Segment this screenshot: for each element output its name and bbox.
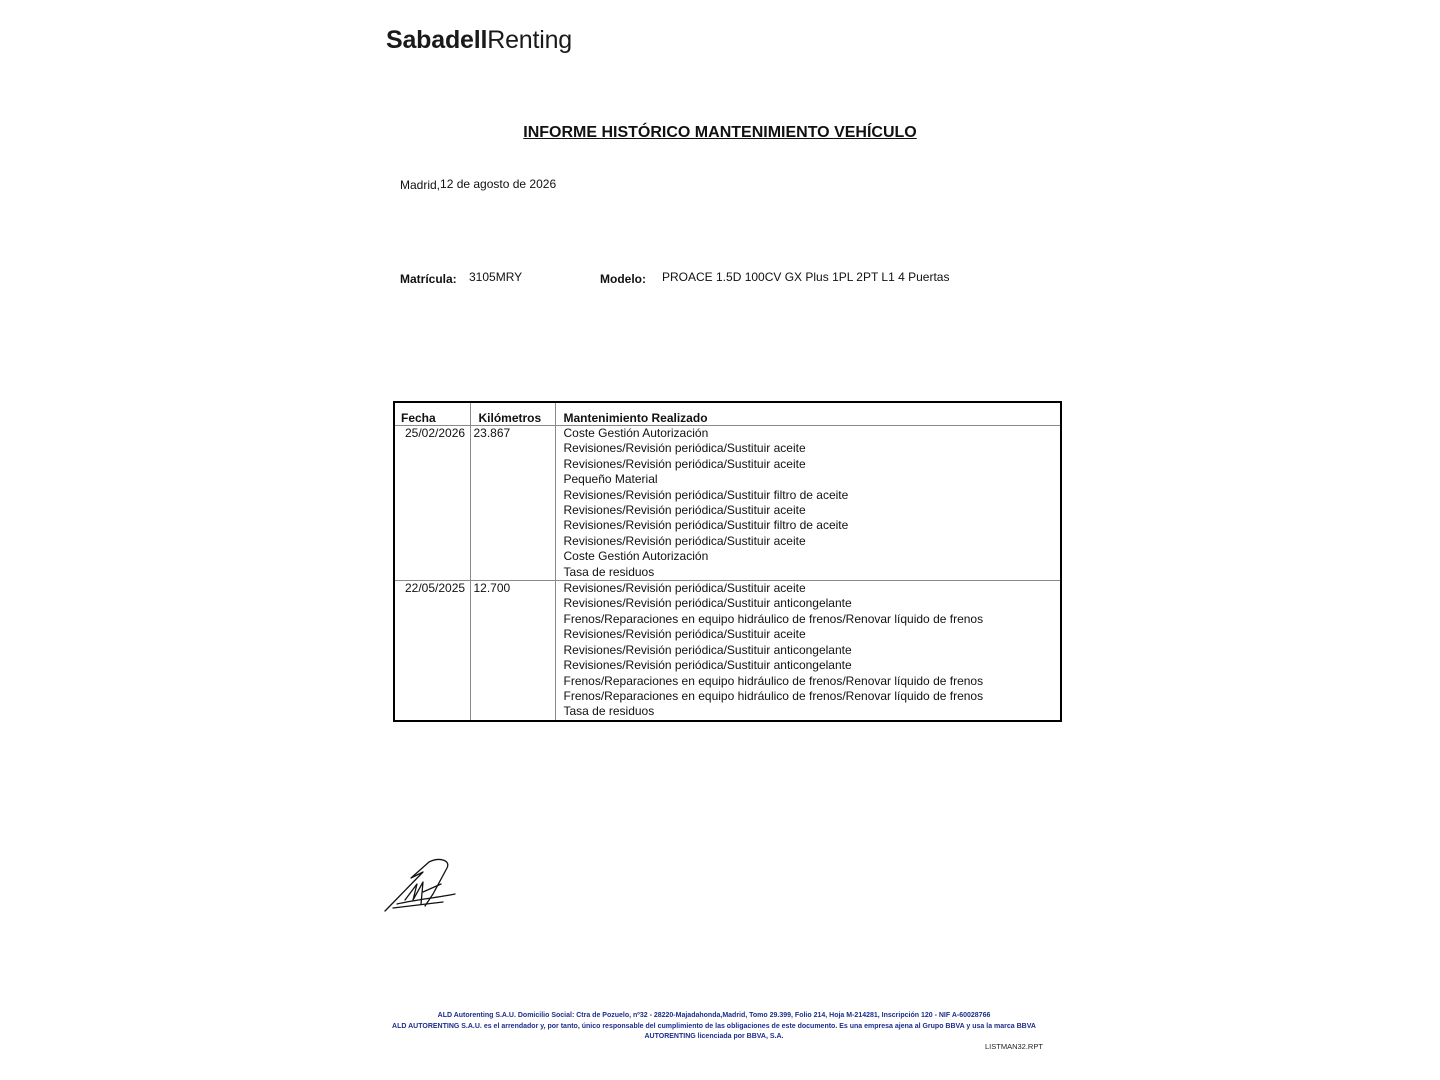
row-maintenance <box>555 581 1061 721</box>
logo-bold-text: Sabadell <box>386 26 488 54</box>
maintenance-item: Revisiones/Revisión periódica/Sustituir aceite <box>563 441 806 456</box>
row-date: 25/02/2026 <box>394 426 470 581</box>
header-km: Kilómetros <box>470 402 555 426</box>
maintenance-item: Coste Gestión Autorización <box>563 549 709 564</box>
legal-footer <box>384 1011 1044 1043</box>
row-date: 22/05/2025 <box>405 581 466 596</box>
footer-line-2: ALD AUTORENTING S.A.U. es el arrendador y, por tanto, único responsable del cumplimiento de las obligaciones de este documento. Es una empresa ajena al Grupo BBVA y usa la marca BBVA <box>392 1022 1036 1030</box>
maintenance-item: Revisiones/Revisión periódica/Sustituir anticongelante <box>563 596 852 611</box>
maintenance-item: Coste Gestión Autorización <box>563 426 709 440</box>
footer-line-1: ALD Autorenting S.A.U. Domicilio Social: Ctra de Pozuelo, nº32 - 28220-Majadahonda,Madrid, Tomo 29.399, Folio 214, Hoja M-214281, Inscripción 120 - NIF A-60028766 <box>437 1012 991 1019</box>
header-maintenance: Mantenimiento Realizado <box>555 402 1061 426</box>
maintenance-item: Pequeño Material <box>563 472 658 487</box>
report-date: 12 de agosto de 2026 <box>440 177 557 191</box>
row-maintenance <box>555 426 1061 581</box>
report-code: LISTMAN32.RPT <box>985 1042 1043 1051</box>
maintenance-item: Revisiones/Revisión periódica/Sustituir aceite <box>563 456 806 471</box>
model-value: PROACE 1.5D 100CV GX Plus 1PL 2PT L1 4 Puertas <box>662 270 950 284</box>
maintenance-item: Frenos/Reparaciones en equipo hidráulico de frenos/Renovar líquido de frenos <box>563 688 984 703</box>
row-km: 23.867 <box>470 426 555 581</box>
maintenance-item: Revisiones/Revisión periódica/Sustituir aceite <box>563 533 806 548</box>
maintenance-history-table <box>393 401 1062 722</box>
logo-light-text: Renting <box>487 26 573 54</box>
header-date: Fecha <box>394 402 470 426</box>
row-km: 12.700 <box>470 581 555 721</box>
plate-label: Matrícula: <box>400 272 457 286</box>
signature-image <box>383 854 463 916</box>
maintenance-item: Revisiones/Revisión periódica/Sustituir anticongelante <box>563 642 852 657</box>
table-row <box>394 426 1061 581</box>
model-field <box>600 270 950 286</box>
footer-line-3: AUTORENTING licenciada por BBVA, S.A. <box>644 1033 784 1040</box>
maintenance-item: Revisiones/Revisión periódica/Sustituir aceite <box>563 581 806 596</box>
maintenance-item: Revisiones/Revisión periódica/Sustituir filtro de aceite <box>563 487 849 502</box>
maintenance-item: Frenos/Reparaciones en equipo hidráulico de frenos/Renovar líquido de frenos <box>563 673 984 688</box>
place-date-line <box>400 178 556 192</box>
table-row <box>394 581 1061 721</box>
maintenance-item: Revisiones/Revisión periódica/Sustituir aceite <box>563 503 806 518</box>
report-title: INFORME HISTÓRICO MANTENIMIENTO VEHÍCULO <box>523 124 917 141</box>
maintenance-item: Tasa de residuos <box>563 704 655 719</box>
place: Madrid, <box>400 178 441 192</box>
maintenance-item: Revisiones/Revisión periódica/Sustituir anticongelante <box>563 658 852 673</box>
model-label: Modelo: <box>600 272 646 286</box>
sabadell-renting-logo <box>386 26 572 55</box>
maintenance-item: Revisiones/Revisión periódica/Sustituir aceite <box>563 627 806 642</box>
table-header-row <box>394 402 1061 426</box>
plate-field <box>400 270 523 286</box>
plate-value: 3105MRY <box>469 270 523 284</box>
maintenance-item: Revisiones/Revisión periódica/Sustituir filtro de aceite <box>563 518 849 533</box>
maintenance-item: Tasa de residuos <box>563 564 655 579</box>
maintenance-item: Frenos/Reparaciones en equipo hidráulico de frenos/Renovar líquido de frenos <box>563 611 984 626</box>
